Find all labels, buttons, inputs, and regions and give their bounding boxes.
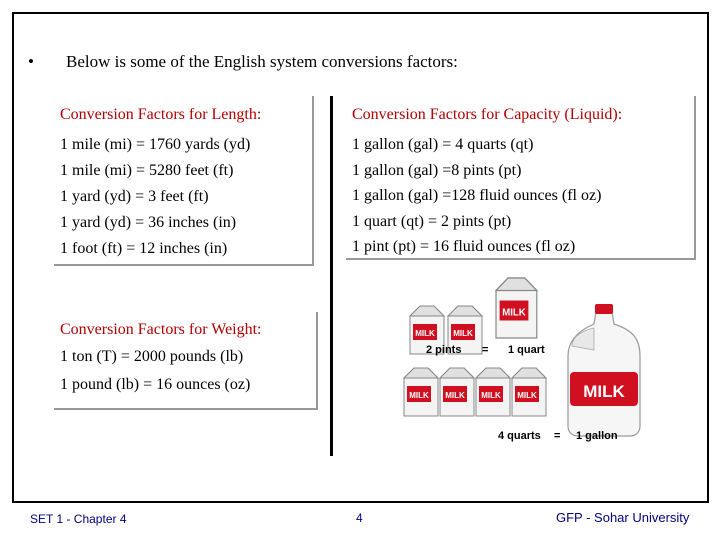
svg-text:MILK: MILK xyxy=(453,329,473,338)
quart-carton xyxy=(496,278,537,338)
svg-text:MILK: MILK xyxy=(502,307,526,319)
svg-text:MILK: MILK xyxy=(445,391,465,400)
capacity-line: 1 quart (qt) = 2 pints (pt) xyxy=(352,212,512,230)
quart-carton xyxy=(512,368,546,416)
footer-institution: GFP - Sohar University xyxy=(556,510,690,525)
vertical-divider xyxy=(330,96,333,456)
label-4-quarts: 4 quarts xyxy=(498,430,541,442)
label-1-gallon: 1 gallon xyxy=(576,430,618,442)
intro-bullet xyxy=(28,52,458,72)
weight-line: 1 ton (T) = 2000 pounds (lb) xyxy=(60,348,244,365)
capacity-line: 1 gallon (gal) =8 pints (pt) xyxy=(352,161,522,179)
svg-text:MILK: MILK xyxy=(409,391,429,400)
gallon-jug xyxy=(568,304,640,436)
equals-sign: = xyxy=(554,430,561,442)
capacity-heading: Conversion Factors for Capacity (Liquid): xyxy=(352,106,623,123)
length-line: 1 foot (ft) = 12 inches (in) xyxy=(60,240,228,257)
length-line: 1 yard (yd) = 3 feet (ft) xyxy=(60,188,209,205)
weight-heading: Conversion Factors for Weight: xyxy=(60,321,262,338)
weight-factors-box xyxy=(54,312,318,410)
intro-text: Below is some of the English system conversions factors: xyxy=(66,52,458,71)
length-line: 1 yard (yd) = 36 inches (in) xyxy=(60,214,237,231)
quart-carton xyxy=(440,368,474,416)
length-heading: Conversion Factors for Length: xyxy=(60,106,262,123)
svg-text:MILK: MILK xyxy=(415,329,435,338)
capacity-line: 1 gallon (gal) =128 fluid ounces (fl oz) xyxy=(352,187,602,204)
quart-carton xyxy=(476,368,510,416)
length-line: 1 mile (mi) = 1760 yards (yd) xyxy=(60,136,251,153)
label-2-pints: 2 pints xyxy=(426,344,462,356)
capacity-line: 1 pint (pt) = 16 fluid ounces (fl oz) xyxy=(352,238,576,255)
svg-text:MILK: MILK xyxy=(481,391,501,400)
label-1-quart: 1 quart xyxy=(508,344,545,356)
quart-carton xyxy=(404,368,438,416)
bullet-marker: • xyxy=(28,52,34,71)
capacity-factors-box xyxy=(346,96,696,260)
weight-line: 1 pound (lb) = 16 ounces (oz) xyxy=(60,376,251,393)
capacity-line: 1 gallon (gal) = 4 quarts (qt) xyxy=(352,136,534,153)
footer-chapter: SET 1 - Chapter 4 xyxy=(30,512,127,526)
svg-text:MILK: MILK xyxy=(517,391,537,400)
jug-milk-label: MILK xyxy=(583,382,625,401)
length-factors-box xyxy=(54,96,314,266)
length-line: 1 mile (mi) = 5280 feet (ft) xyxy=(60,162,234,179)
page-number: 4 xyxy=(356,511,363,525)
equals-sign: = xyxy=(482,344,489,356)
milk-conversion-illustration xyxy=(396,276,646,446)
